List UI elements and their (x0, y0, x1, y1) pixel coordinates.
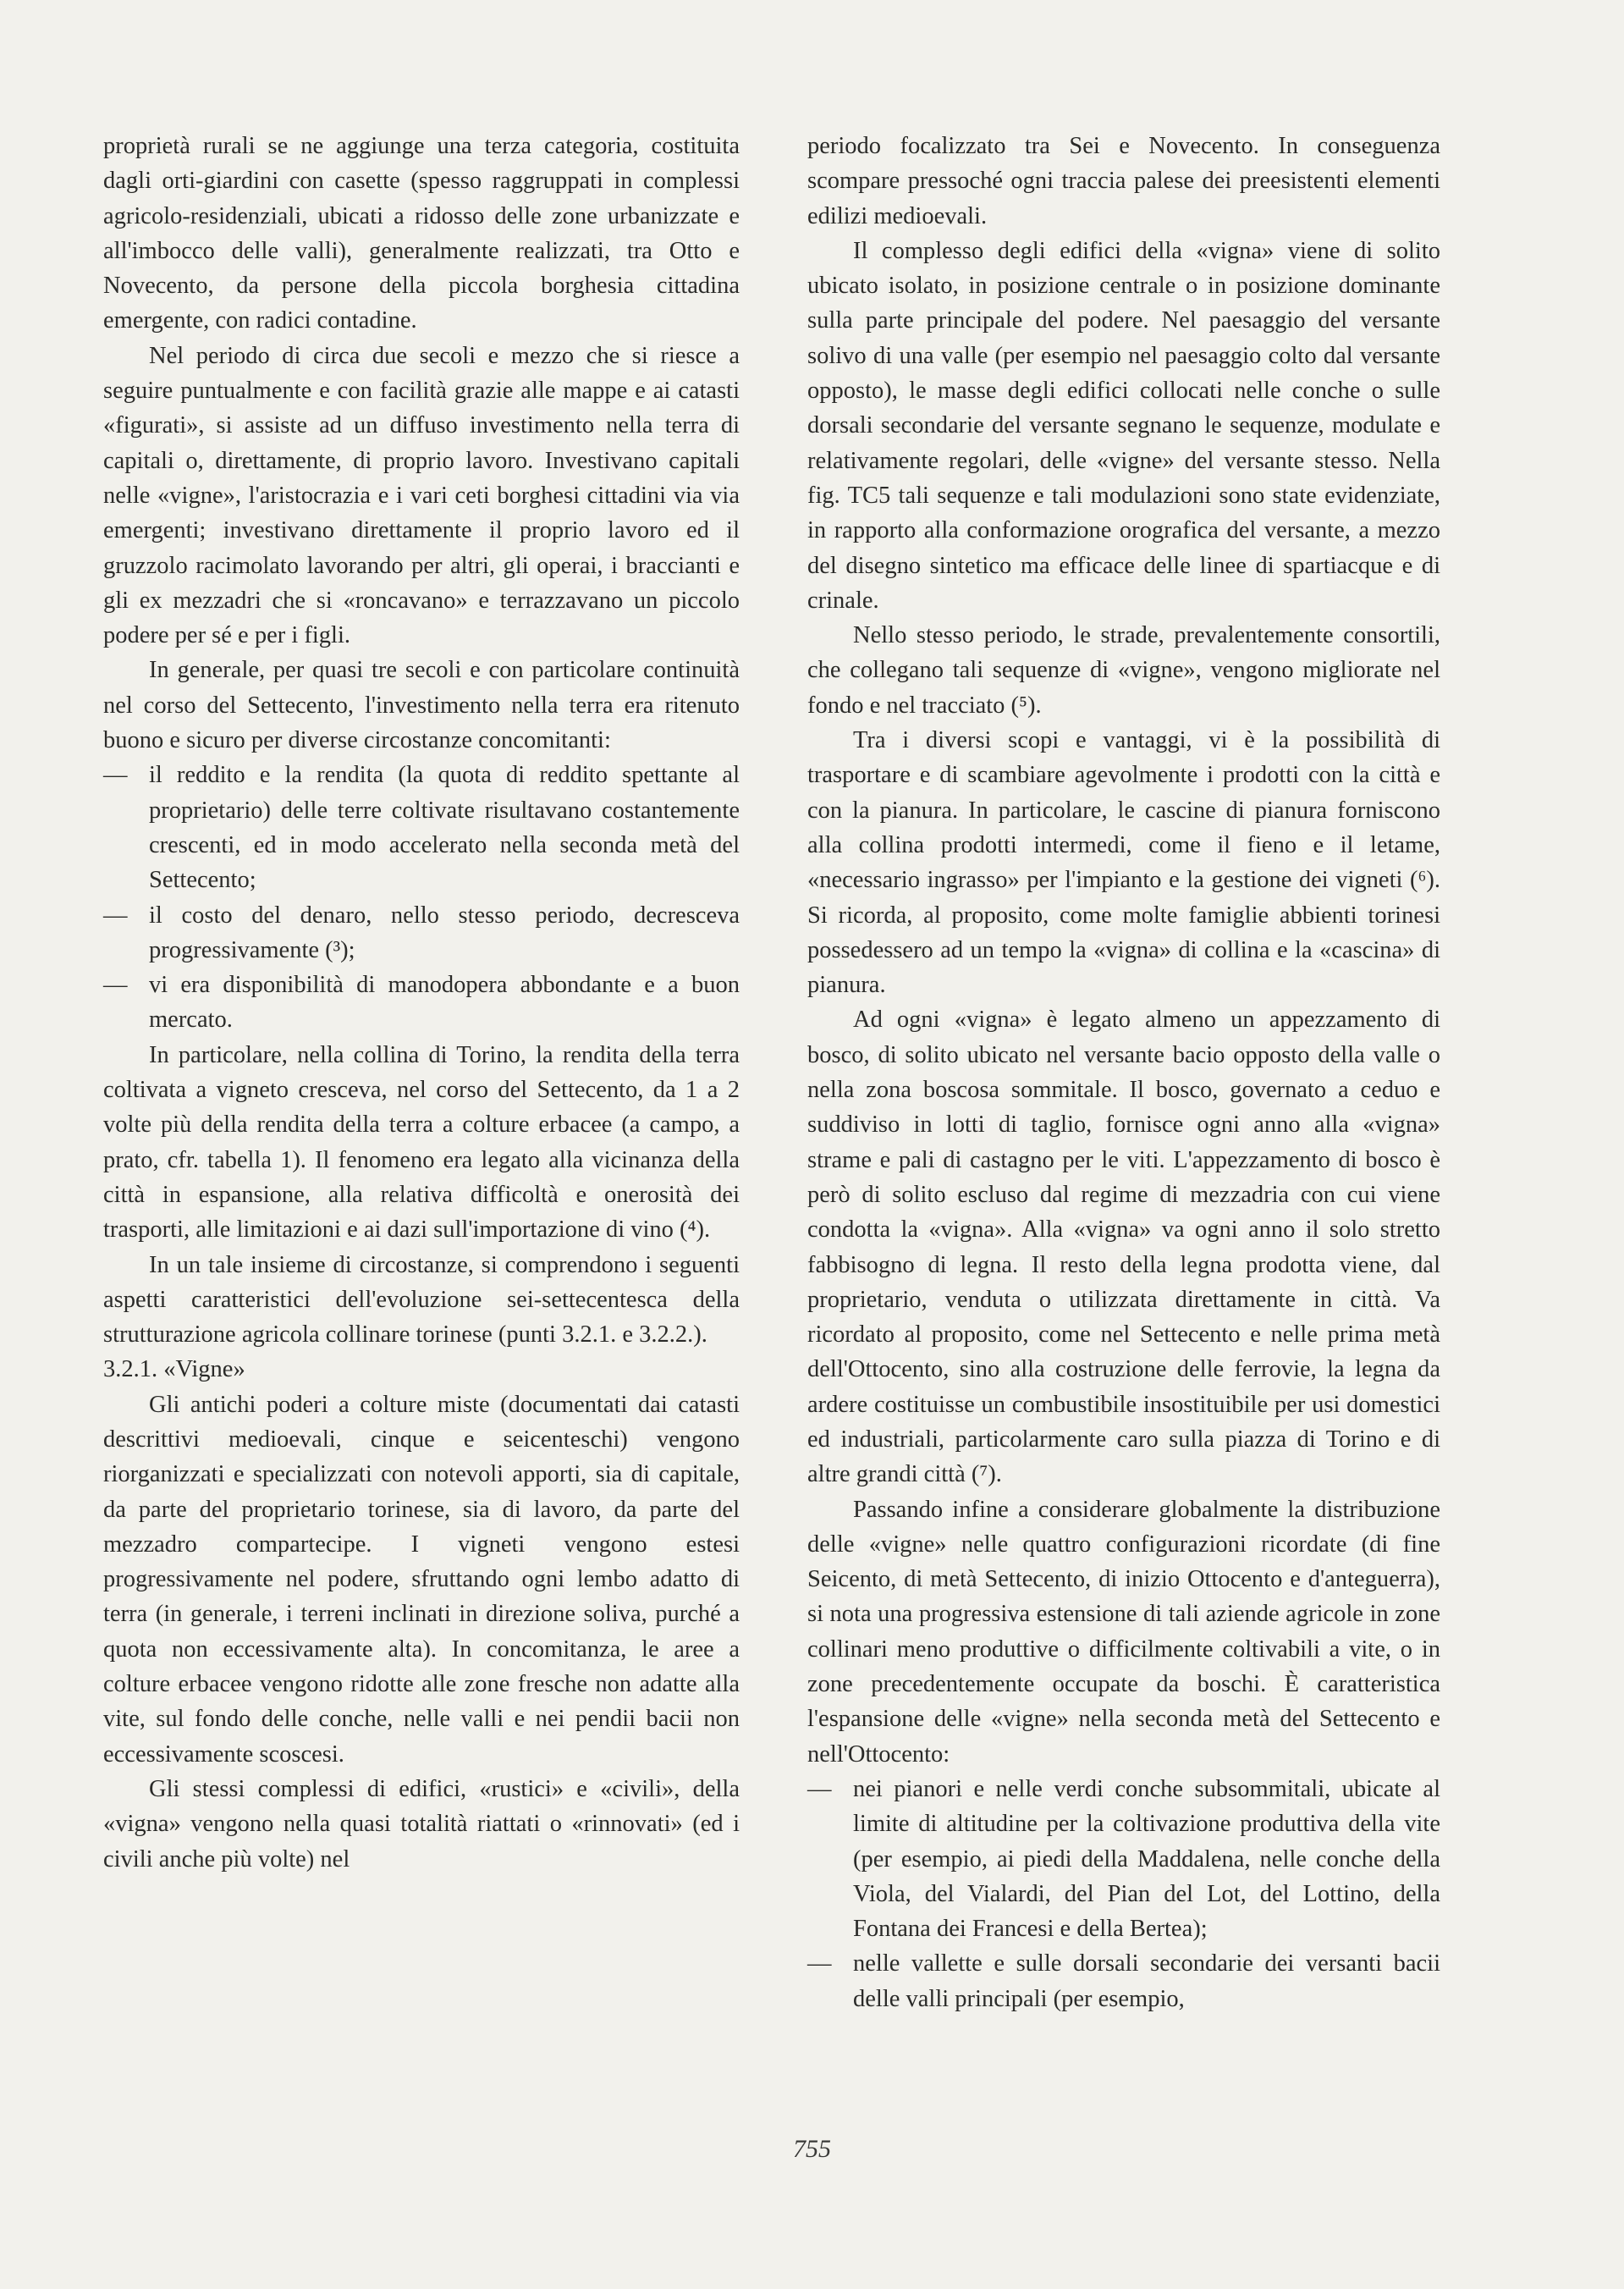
section-heading: 3.2.1. «Vigne» (103, 1356, 245, 1383)
paragraph: Ad ogni «vigna» è legato almeno un appezzamento di bosco, di solito ubicato nel versante bacio opposto della valle o nella zona boscosa sommitale. Il bosco, governato a ceduo e suddiviso in lotti di taglio, fornisce ogni anno alla «vigna» strame e pali di castagno per le viti. L'appezzamento di bosco è però di solito escluso dal regime di mezzadria con cui viene condotta la «vigna». Alla «vigna» va ogni anno il solo stretto fabbisogno di legna. Il resto della legna prodotta viene, dal proprietario, venduta o utilizzata direttamente in città. Va ricordato al proposito, come nel Settecento e nelle prima metà dell'Ottocento, sino alla costruzione delle ferrovie, la legna da ardere costituisse un combustibile insostituibile per usi domestici ed industriali, particolarmente caro sulla piazza di Torino e di altre grandi città (⁷). (807, 1007, 1440, 1488)
paragraph: periodo focalizzato tra Sei e Novecento. In conseguenza scompare pressoché ogni traccia palese dei preesistenti elementi edilizi medioevali. (807, 133, 1440, 229)
dash-list (103, 758, 740, 1037)
list-item: — il reddito e la rendita (la quota di reddito spettante al proprietario) delle terre coltivate risultavano costantemente crescenti, ed in modo accelerato nella seconda metà del Settecento; (103, 758, 740, 897)
paragraph: Nello stesso periodo, le strade, prevalentemente consortili, che collegano tali sequenze di «vigne», vengono migliorate nel fondo e nel tracciato (⁵). (807, 622, 1440, 719)
paragraph: Il complesso degli edifici della «vigna» viene di solito ubicato isolato, in posizione centrale o in posizione dominante sulla parte principale del podere. Nel paesaggio del versante solivo di una valle (per esempio nel paesaggio colto dal versante opposto), le masse degli edifici collocati nelle conche o sulle dorsali secondarie del versante segnano le sequenze, modulate e relativamente regolari, delle «vigne» del versante stesso. Nella fig. TC5 tali sequenze e tali modulazioni sono state evidenziate, in rapporto alla conformazione orografica del versante, a mezzo del disegno sintetico ma efficace delle linee di spartiacque e di crinale. (807, 237, 1440, 614)
paragraph: Nel periodo di circa due secoli e mezzo che si riesce a seguire puntualmente e con facilità grazie alle mappe e ai catasti «figurati», si assiste ad un diffuso investimento nella terra di capitali o, direttamente, di proprio lavoro. Investivano capitali nelle «vigne», l'aristocrazia e i vari ceti borghesi cittadini via via emergenti; investivano direttamente il proprio lavoro ed il gruzzolo racimolato lavorando per altri, gli operai, i braccianti e gli ex mezzadri che si «roncavano» e terrazzavano un piccolo podere per sé e per i figli. (103, 342, 740, 649)
paragraph: Passando infine a considerare globalmente la distribuzione delle «vigne» nelle quattro configurazioni ricordate (di fine Seicento, di metà Settecento, di inizio Ottocento e d'anteguerra), si nota una progressiva estensione di tali aziende agricole in zone collinari meno produttive o difficilmente coltivabili a vite, o in zone precedentemente occupate da boschi. È caratteristica l'espansione delle «vigne» nella seconda metà del Settecento e nell'Ottocento: (807, 1496, 1440, 1768)
list-item: — nelle vallette e sulle dorsali secondarie dei versanti bacii delle valli principali (per esempio, (807, 1946, 1440, 2016)
paragraph: In generale, per quasi tre secoli e con particolare continuità nel corso del Settecento, l'investimento nella terra era ritenuto buono e sicuro per diverse circostanze concomitanti: (103, 657, 740, 754)
list-item: — vi era disponibilità di manodopera abbondante e a buon mercato. (103, 968, 740, 1038)
left-column (103, 129, 740, 1877)
list-item: — nei pianori e nelle verdi conche subsommitali, ubicate al limite di altitudine per la coltivazione produttiva della vite (per esempio, ai piedi della Maddalena, nelle conche della Viola, del Vialardi, del Pian del Lot, del Lottino, della Fontana dei Francesi e della Bertea); (807, 1772, 1440, 1946)
paragraph: Gli antichi poderi a colture miste (documentati dai catasti descrittivi medioevali, cinque e seicenteschi) vengono riorganizzati e specializzati con notevoli apporti, sia di capitale, da parte del proprietario torinese, sia di lavoro, da parte del mezzadro compartecipe. I vigneti vengono estesi progressivamente nel podere, sfruttando ogni lembo adatto di terra (in generale, i terreni inclinati in direzione soliva, purché a quota non eccessivamente alta). In concomitanza, le aree a colture erbacee vengono ridotte alle zone fresche non adatte alla vite, sul fondo delle conche, nelle valli e nei pendii bacii non eccessivamente scoscesi. (103, 1391, 740, 1768)
right-column (807, 129, 1440, 2016)
paragraph: Gli stessi complessi di edifici, «rustici» e «civili», della «vigna» vengono nella quasi totalità riattati o «rinnovati» (ed i civili anche più volte) nel (103, 1775, 740, 1873)
page-number: 755 (793, 2135, 831, 2163)
list-item: — il costo del denaro, nello stesso periodo, decresceva progressivamente (³); (103, 898, 740, 968)
paragraph: proprietà rurali se ne aggiunge una terza categoria, costituita dagli orti-giardini con casette (spesso raggruppati in complessi agricolo-residenziali, ubicati a ridosso delle zone urbanizzate e all'imbocco delle valli), generalmente realizzati, tra Otto e Novecento, da persone della piccola borghesia cittadina emergente, con radici contadine. (103, 133, 740, 334)
paragraph: In un tale insieme di circostanze, si comprendono i seguenti aspetti caratteristici dell'evoluzione sei-settecentesca della strutturazione agricola collinare torinese (punti 3.2.1. e 3.2.2.). (103, 1251, 740, 1349)
paragraph: Tra i diversi scopi e vantaggi, vi è la possibilità di trasportare e di scambiare agevolmente i prodotti con la città e con la pianura. In particolare, le cascine di pianura forniscono alla collina prodotti intermedi, come il fieno e il letame, «necessario ingrasso» per l'impianto e la gestione dei vigneti (⁶). Si ricorda, al proposito, come molte famiglie abbienti torinesi possedessero ad un tempo la «vigna» di collina e la «cascina» di pianura. (807, 727, 1440, 999)
paragraph: In particolare, nella collina di Torino, la rendita della terra coltivata a vigneto cresceva, nel corso del Settecento, da 1 a 2 volte più della rendita della terra a colture erbacee (a campo, a prato, cfr. tabella 1). Il fenomeno era legato alla vicinanza della città in espansione, alla relativa difficoltà e onerosità dei trasporti, alle limitazioni e ai dazi sull'importazione di vino (⁴). (103, 1041, 740, 1244)
dash-list (807, 1772, 1440, 2016)
